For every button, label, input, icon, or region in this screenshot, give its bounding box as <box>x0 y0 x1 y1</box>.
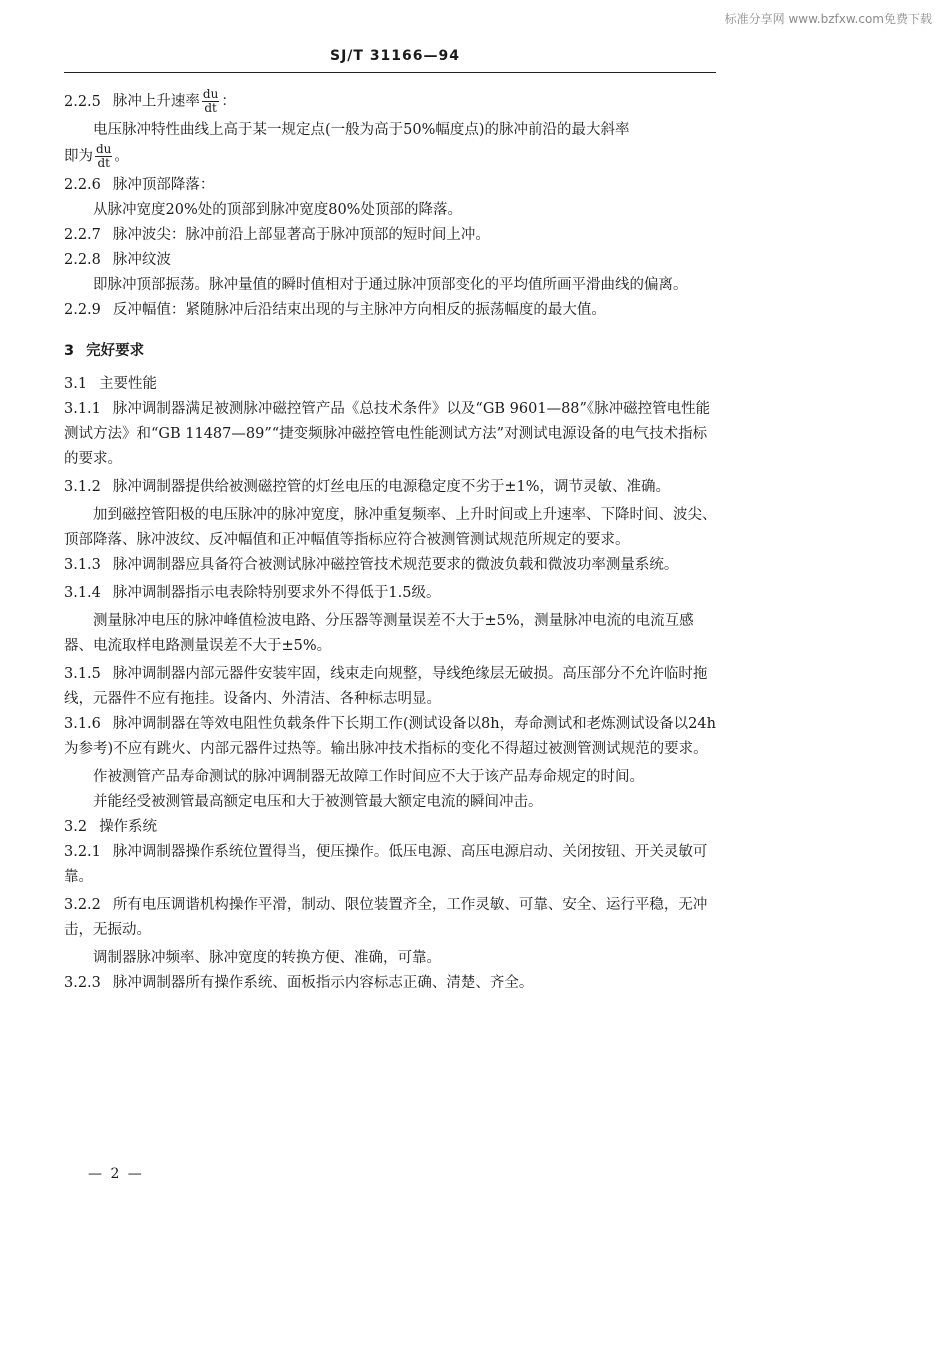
clause-3-1-5: 3.1.5 脉冲调制器内部元器件安装牢固，线束走向规整，导线绝缘层无破损。高压部分不允许临时拖线，元器件不应有拖挂。设备内、外清洁、各种标志明显。 <box>64 666 708 707</box>
clause-2-2-8: 2.2.8 脉冲纹波 <box>64 252 171 268</box>
watermark: 标准分享网 www.bzfxw.com免费下载 <box>724 12 932 26</box>
clause-3-1-1: 3.1.1 脉冲调制器满足被测脉冲磁控管产品《总技术条件》以及“GB 9601—88”《脉冲磁控管电性能测试方法》和“GB 11487—89”“捷变频脉冲磁控管电性能测试方法”对测试电源设备的电气技术指标的要求。 <box>64 401 711 467</box>
clause-3-1-6: 3.1.6 脉冲调制器在等效电阻性负载条件下长期工作(测试设备以8h，寿命测试和老炼测试设备以24h为参考)不应有跳火、内部元器件过热等。输出脉冲技术指标的变化不得超过被测管测试规范的要求。 <box>64 716 716 757</box>
clause-2-2-5: 2.2.5 脉冲上升速率 $\frac{du}{dt}$ ： <box>64 87 236 115</box>
clause-3-1-3: 3.1.3 脉冲调制器应具备符合被测试脉冲磁控管技术规范要求的微波负载和微波功率测量系统。 <box>64 557 679 573</box>
clause-2-2-7: 2.2.7 脉冲波尖：脉冲前沿上部显著高于脉冲顶部的短时间上冲。 <box>64 227 490 243</box>
document-body <box>64 88 720 996</box>
section-3-heading: 3 完好要求 <box>64 343 145 359</box>
clause-2-2-6: 2.2.6 脉冲顶部降落： <box>64 177 215 193</box>
standard-header: SJ/T 31166—94 <box>329 48 461 64</box>
clause-3-2-1: 3.2.1 脉冲调制器操作系统位置得当，便压操作。低压电源、高压电源启动、关闭按钮、开关灵敏可靠。 <box>64 844 708 885</box>
clause-3-2-2: 3.2.2 所有电压调谐机构操作平滑，制动、限位装置齐全，工作灵敏、可靠、安全、运行平稳，无冲击，无振动。 <box>64 897 708 938</box>
clause-2-2-9: 2.2.9 反冲幅值：紧随脉冲后沿结束出现的与主脉冲方向相反的振荡幅度的最大值。 <box>64 302 606 318</box>
fraction-du-dt: $\frac{du}{dt}$ <box>202 87 219 115</box>
clause-number: 2.2.5 <box>64 93 101 110</box>
paragraph: 从脉冲宽度20%处的顶部到脉冲宽度80%处顶部的降落。 <box>93 202 462 218</box>
clause-3-1-2: 3.1.2 脉冲调制器提供给被测磁控管的灯丝电压的电源稳定度不劣于±1%，调节灵敏、准确。 <box>64 479 671 495</box>
header-rule <box>64 72 716 73</box>
paragraph: 即脉冲顶部振荡。脉冲量值的瞬时值相对于通过脉冲顶部变化的平均值所画平滑曲线的偏离。 <box>93 277 688 293</box>
clause-3-1-4: 3.1.4 脉冲调制器指示电表除特别要求外不得低于1.5级。 <box>64 585 441 601</box>
paragraph: 电压脉冲特性曲线上高于某一规定点(一般为高于50%幅度点)的脉冲前沿的最大斜率 <box>93 122 630 138</box>
paragraph: 调制器脉冲频率、脉冲宽度的转换方便、准确，可靠。 <box>93 950 441 966</box>
paragraph: 作被测管产品寿命测试的脉冲调制器无故障工作时间应不大于该产品寿命规定的时间。 <box>93 769 644 785</box>
paragraph: 即为 $\frac{du}{dt}$ 。 <box>64 142 129 170</box>
paragraph: 加到磁控管阳极的电压脉冲的脉冲宽度，脉冲重复频率、上升时间或上升速率、下降时间、波尖、顶部降落、脉冲波纹、反冲幅值和正冲幅值等指标应符合被测管测试规范所规定的要求。 <box>64 507 717 548</box>
section-3-2-heading: 3.2 操作系统 <box>64 819 158 835</box>
clause-title: 脉冲上升速率 <box>112 93 200 110</box>
paragraph: 并能经受被测管最高额定电压和大于被测管最大额定电流的瞬间冲击。 <box>93 794 543 810</box>
section-3-1-heading: 3.1 主要性能 <box>64 376 158 392</box>
clause-3-2-3: 3.2.3 脉冲调制器所有操作系统、面板指示内容标志正确、清楚、齐全。 <box>64 975 534 991</box>
fraction-du-dt: $\frac{du}{dt}$ <box>96 142 112 170</box>
paragraph: 测量脉冲电压的脉冲峰值检波电路、分压器等测量误差不大于±5%，测量脉冲电流的电流互感器、电流取样电路测量误差不大于±5%。 <box>64 613 694 654</box>
page-number: — 2 — <box>88 1166 144 1182</box>
